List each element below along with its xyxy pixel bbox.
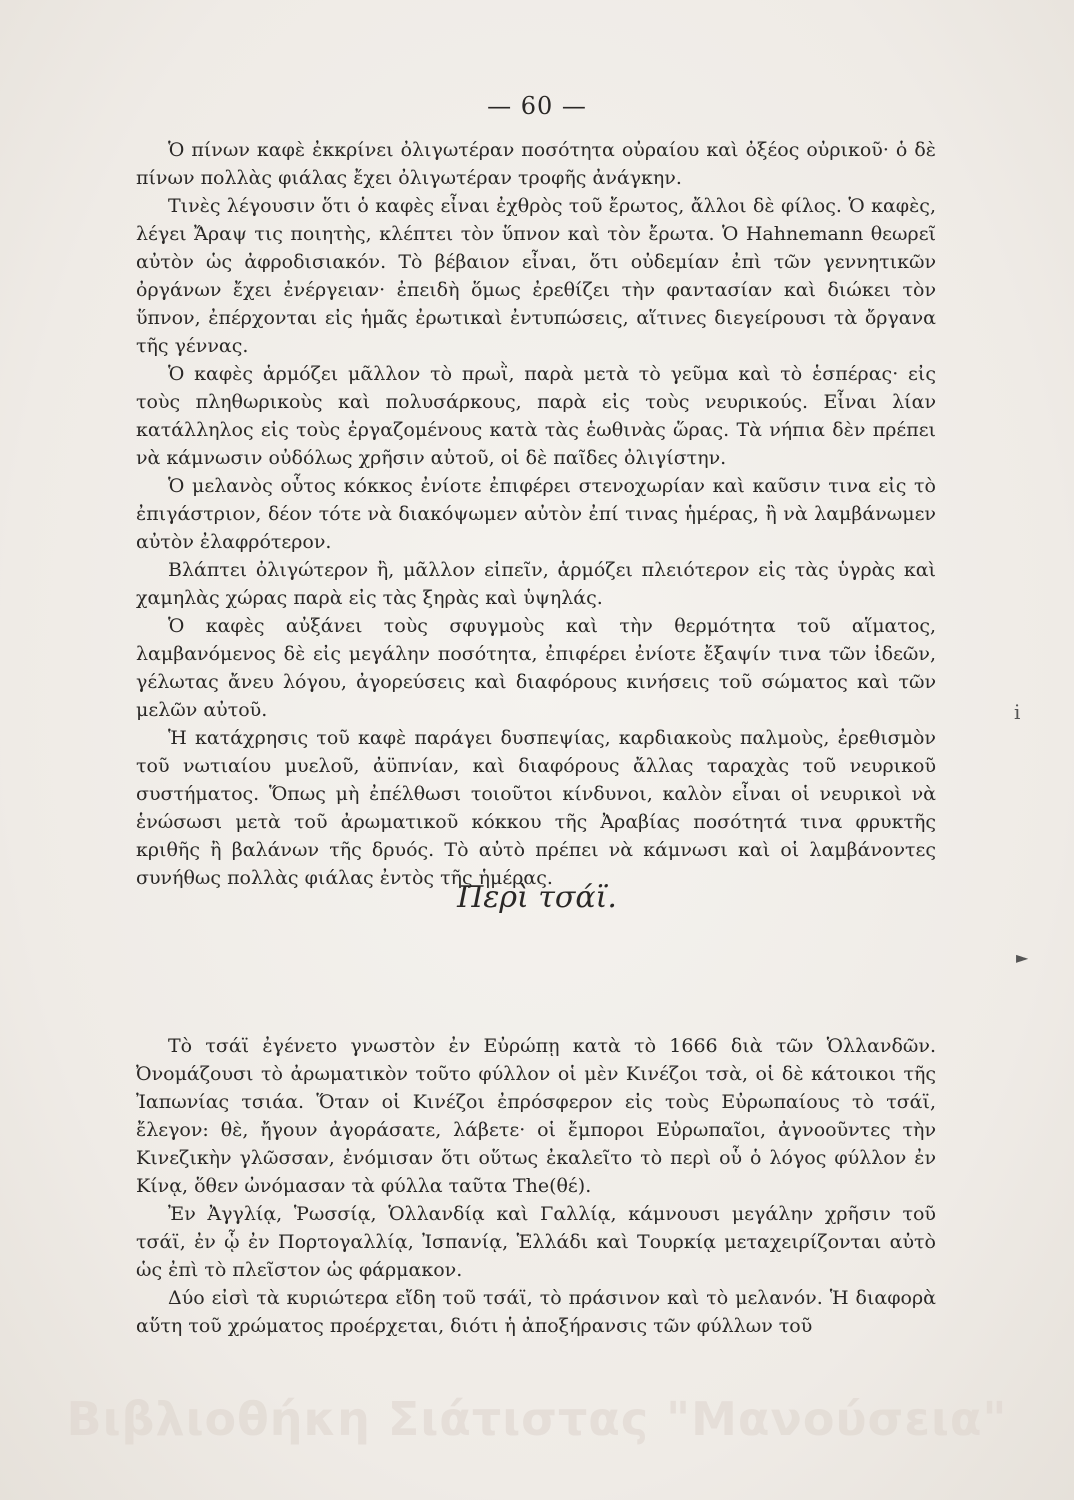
paragraph: Ἡ κατάχρησις τοῦ καφὲ παράγει δυσπεψίας, καρδιακοὺς παλμοὺς, ἐρεθισμὸν τοῦ νωτιαίου μυελοῦ, ἀϋπνίαν, καὶ διαφόρους ἄλλας ταραχὰς τοῦ νευρικοῦ συστήματος. Ὅπως μὴ ἐπέλθωσι τοιοῦτοι κίνδυνοι, καλὸν εἶναι οἱ νευρικοὶ νὰ ἑνώσωσι μετὰ τοῦ ἀρωματικοῦ κόκκου τῆς Ἀραβίας ποσότητά τινα φρυκτῆς κριθῆς ἢ βαλάνων τῆς δρυός. Τὸ αὐτὸ πρέπει νὰ κάμνωσι καὶ οἱ λαμβάνοντες συνήθως πολλὰς φιάλας ἐντὸς τῆς ἡμέρας. — [136, 727, 936, 889]
page-number: — 60 — — [487, 92, 587, 120]
paragraph: Ὁ πίνων καφὲ ἐκκρίνει ὀλιγωτέραν ποσότητα οὐραίου καὶ ὀξέος οὐρικοῦ· ὁ δὲ πίνων πολλὰς φιάλας ἔχει ὀλιγωτέραν τροφῆς ἀνάγκην. — [136, 139, 936, 189]
paragraph: Τινὲς λέγουσιν ὅτι ὁ καφὲς εἶναι ἐχθρὸς τοῦ ἔρωτος, ἄλλοι δὲ φίλος. Ὁ καφὲς, λέγει Ἄραψ τις ποιητὴς, κλέπτει τὸν ὕπνον καὶ τὸν ἔρωτα. Ὁ Hahnemann θεωρεῖ αὐτὸν ὡς ἀφροδισιακόν. Τὸ βέβαιον εἶναι, ὅτι οὐδεμίαν ἐπὶ τῶν γεννητικῶν ὀργάνων ἔχει ἐνέργειαν· ἐπειδὴ ὅμως ἐρεθίζει τὴν φαντασίαν καὶ διώκει τὸν ὕπνον, ἐπέρχονται εἰς ἡμᾶς ἐρωτικαὶ ἐντυπώσεις, αἵτινες διεγείρουσι τὰ ὄργανα τῆς γέννας. — [136, 195, 936, 357]
margin-arrow-icon: ► — [1016, 948, 1029, 967]
paragraph: Ὁ καφὲς αὐξάνει τοὺς σφυγμοὺς καὶ τὴν θερμότητα τοῦ αἵματος, λαμβανόμενος δὲ εἰς μεγάλην ποσότητα, ἐπιφέρει ἐνίοτε ἔξαψίν τινα τῶν ἰδεῶν, γέλωτας ἄνευ λόγου, ἀγορεύσεις καὶ διαφόρους κινήσεις τοῦ σώματος καὶ τῶν μελῶν αὐτοῦ. — [136, 615, 936, 721]
tea-text-block — [136, 1032, 936, 1340]
library-watermark: Βιβλιοθήκη Σιάτιστας "Μανούσεια" — [66, 1392, 1008, 1446]
paragraph: Δύο εἰσὶ τὰ κυριώτερα εἴδη τοῦ τσάϊ, τὸ πράσινον καὶ τὸ μελανόν. Ἡ διαφορὰ αὕτη τοῦ χρώματος προέρχεται, διότι ἡ ἀποξήρανσις τῶν φύλλων τοῦ — [136, 1287, 936, 1337]
paragraph: Ὁ καφὲς ἁρμόζει μᾶλλον τὸ πρωῒ, παρὰ μετὰ τὸ γεῦμα καὶ τὸ ἑσπέρας· εἰς τοὺς πληθωρικοὺς καὶ πολυσάρκους, παρὰ εἰς τοὺς νευρικούς. Εἶναι λίαν κατάλληλος εἰς τοὺς ἐργαζομένους κατὰ τὰς ἑωθινὰς ὥρας. Τὰ νήπια δὲν πρέπει νὰ κάμνωσιν οὐδόλως χρῆσιν αὐτοῦ, οἱ δὲ παῖδες ὀλιγίστην. — [136, 363, 936, 469]
paragraph: Τὸ τσάϊ ἐγένετο γνωστὸν ἐν Εὐρώπῃ κατὰ τὸ 1666 διὰ τῶν Ὁλλανδῶν. Ὀνομάζουσι τὸ ἀρωματικὸν τοῦτο φύλλον οἱ μὲν Κινέζοι τσὰ, οἱ δὲ κάτοικοι τῆς Ἰαπωνίας τσιάα. Ὅταν οἱ Κινέζοι ἐπρόσφερον εἰς τοὺς Εὐρωπαίους τὸ τσάϊ, ἔλεγον: θὲ, ἤγουν ἀγοράσατε, λάβετε· οἱ ἔμποροι Εὐρωπαῖοι, ἀγνοοῦντες τὴν Κινεζικὴν γλῶσσαν, ἐνόμισαν ὅτι οὕτως ἐκαλεῖτο τὸ περὶ οὗ ὁ λόγος φύλλον ἐν Κίνᾳ, ὅθεν ὠνόμασαν τὰ φύλλα ταῦτα The(θέ). — [136, 1035, 936, 1197]
paragraph: Ἐν Ἀγγλίᾳ, Ῥωσσίᾳ, Ὁλλανδίᾳ καὶ Γαλλίᾳ, κάμνουσι μεγάλην χρῆσιν τοῦ τσάϊ, ἐν ᾧ ἐν Πορτογαλλίᾳ, Ἰσπανίᾳ, Ἑλλάδι καὶ Τουρκίᾳ μεταχειρίζονται αὐτὸ ὡς ἐπὶ τὸ πλεῖστον ὡς φάρμακον. — [136, 1203, 936, 1281]
coffee-text-block — [136, 136, 936, 892]
paragraph: Ὁ μελανὸς οὗτος κόκκος ἐνίοτε ἐπιφέρει στενοχωρίαν καὶ καῦσιν τινα εἰς τὸ ἐπιγάστριον, δέον τότε νὰ διακόψωμεν αὐτὸν ἐπί τινας ἡμέρας, ἢ νὰ λαμβάνωμεν αὐτὸν ἐλαφρότερον. — [136, 475, 936, 553]
section-heading: Περὶ τσάϊ. — [457, 880, 617, 915]
paragraph: Βλάπτει ὀλιγώτερον ἢ, μᾶλλον εἰπεῖν, ἁρμόζει πλειότερον εἰς τὰς ὑγρὰς καὶ χαμηλὰς χώρας παρὰ εἰς τὰς ξηρὰς καὶ ὑψηλάς. — [136, 559, 936, 609]
margin-mark-icon: ⅰ — [1014, 700, 1021, 724]
